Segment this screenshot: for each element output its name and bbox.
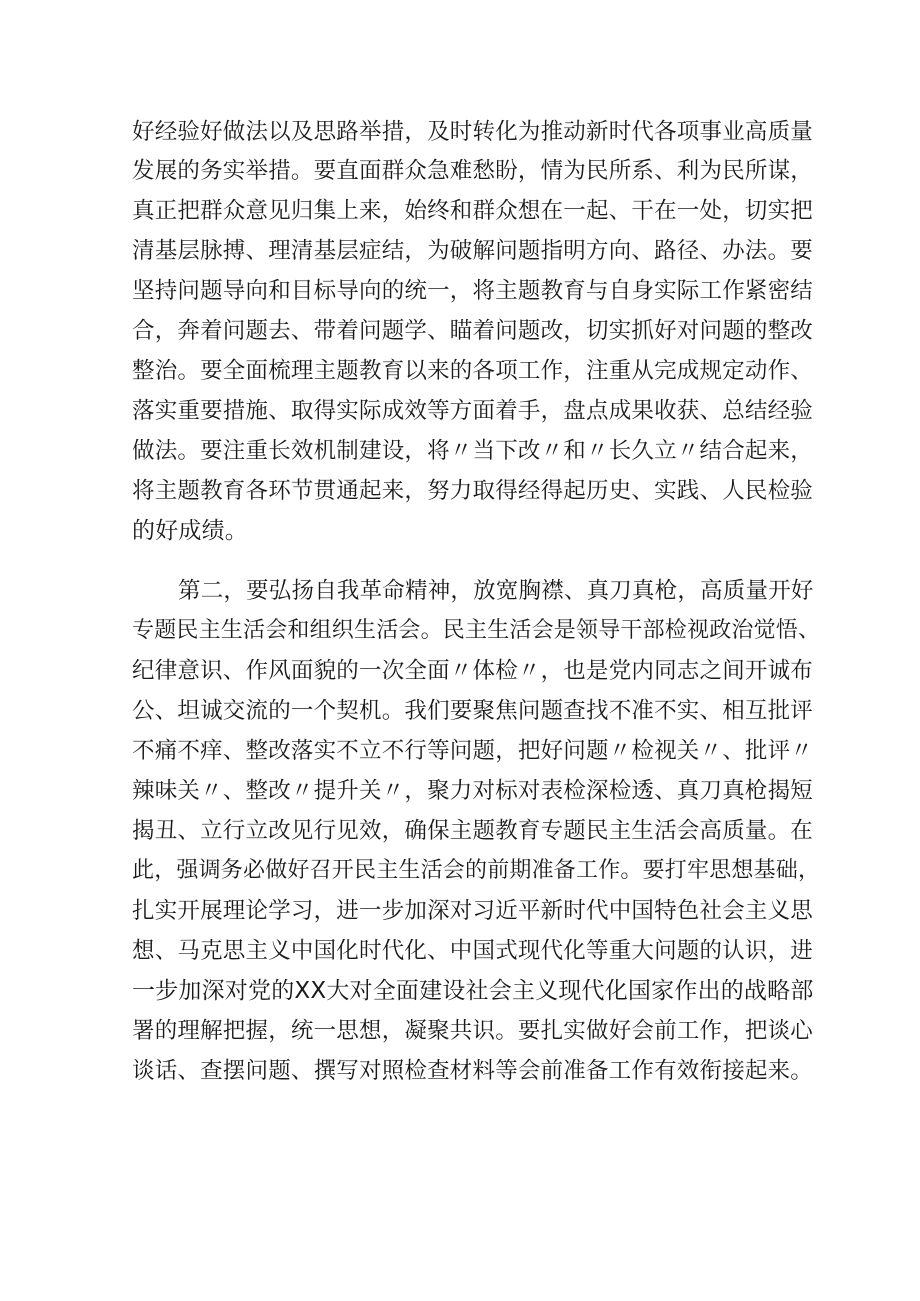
text-line: 做法。要注重长效机制建设，将〃当下改〃和〃长久立〃结合起来， [132,438,814,464]
text-line: 署的理解把握，统一思想，凝聚共识。要扎实做好会前工作，把谈心 [132,1018,814,1044]
text-line: 揭丑、立行立改见行见效，确保主题教育专题民主生活会高质量。在 [132,818,814,844]
text-line: 的好成绩。 [132,518,248,544]
text-line: 扎实开展理论学习，进一步加深对习近平新时代中国特色社会主义思 [132,898,814,924]
text-line: 一步加深对党的XX大对全面建设社会主义现代化国家作出的战略部 [132,978,814,1004]
text-line: 公、坦诚交流的一个契机。我们要聚焦问题查找不准不实、相互批评 [132,698,814,724]
text-line: 谈话、查摆问题、撰写对照检查材料等会前准备工作有效衔接起来。 [132,1058,814,1084]
text-line: 整治。要全面梳理主题教育以来的各项工作，注重从完成规定动作、 [132,358,814,384]
text-line: 好经验好做法以及思路举措，及时转化为推动新时代各项事业高质量 [132,119,814,145]
text-line: 合，奔着问题去、带着问题学、瞄着问题改，切实抓好对问题的整改 [132,318,814,344]
text-line: 发展的务实举措。要直面群众急难愁盼，情为民所系、利为民所谋， [132,158,814,184]
text-line: 坚持问题导向和目标导向的统一，将主题教育与自身实际工作紧密结 [132,278,814,304]
text-line: 专题民主生活会和组织生活会。民主生活会是领导干部检视政治觉悟、 [132,618,821,643]
text-line: 将主题教育各环节贯通起来，努力取得经得起历史、实践、人民检验 [132,478,814,504]
text-line: 真正把群众意见归集上来，始终和群众想在一起、干在一处，切实把 [132,198,814,224]
text-line: 不痛不痒、整改落实不立不行等问题，把好问题〃检视关〃、批评〃 [132,738,814,764]
text-line: 想、马克思主义中国化时代化、中国式现代化等重大问题的认识，进 [132,938,814,964]
text-line: 清基层脉搏、理清基层症结，为破解问题指明方向、路径、办法。要 [132,238,814,264]
text-line: 辣味关〃、整改〃提升关〃，聚力对标对表检深检透、真刀真枪揭短 [132,778,814,804]
text-line: 此，强调务必做好召开民主生活会的前期准备工作。要打牢思想基础， [132,858,821,883]
paragraph-first-line: 第二，要弘扬自我革命精神，放宽胸襟、真刀真枪，高质量开好 [178,578,814,604]
text-line: 纪律意识、作风面貌的一次全面〃体检〃，也是党内同志之间开诚布 [132,658,814,684]
text-line: 落实重要措施、取得实际成效等方面着手，盘点成果收获、总结经验 [132,398,814,424]
